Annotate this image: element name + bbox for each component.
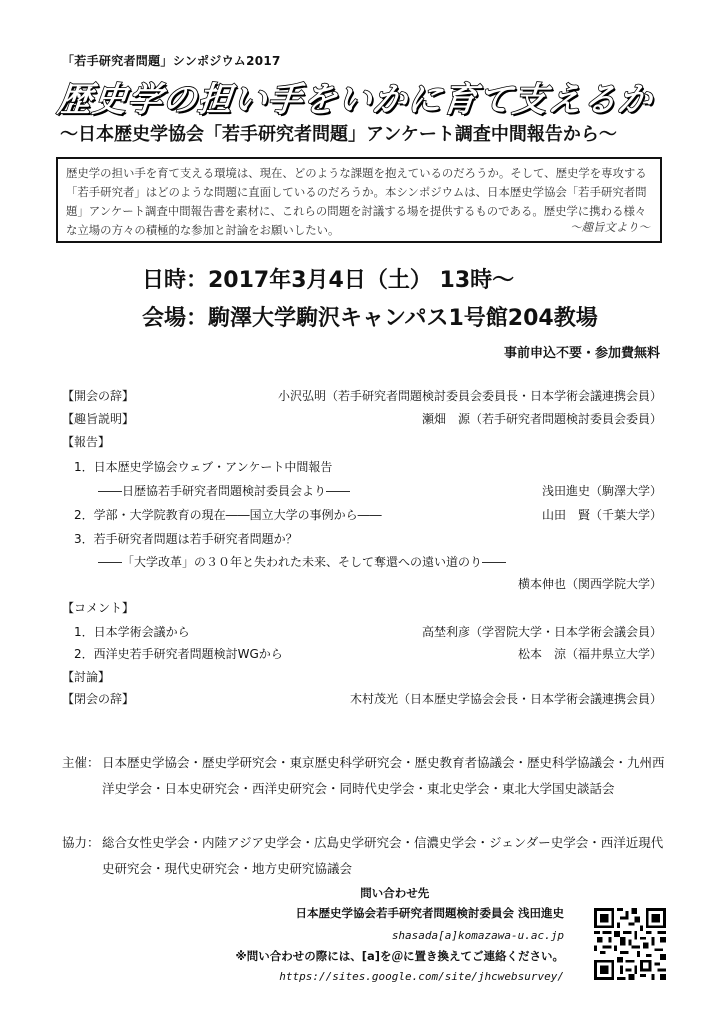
page-subtitle: ～日本歴史学協会「若手研究者問題」アンケート調査中間報告から～ (60, 124, 617, 145)
program-speaker: 高埜利彦（学習院大学・日本学術会議会員） (421, 625, 662, 639)
sponsor-list: 日本歴史学協会・歴史学研究会・東京歴史科学研究会・歴史教育者協議会・歴史科学協議会・九州西洋史学会・日本史研究会・西洋史研究会・同時代史学会・東北史学会・東北大学国史談話会 (102, 755, 665, 796)
program-item: 【コメント】 (62, 601, 135, 615)
series-label: 「若手研究者問題」シンポジウム2017 (62, 54, 281, 68)
coop-label: 協力： (62, 835, 100, 850)
sponsor-label: 主催： (62, 755, 100, 770)
program-item: 【趣旨説明】 (62, 412, 135, 426)
program-row (62, 690, 662, 710)
program-item: ――日歴協若手研究者問題検討委員会より―― (62, 484, 351, 498)
intro-box (56, 157, 662, 243)
program-item: 1．日本歴史学協会ウェブ・アンケート中間報告 (62, 460, 333, 474)
coop-list: 総合女性史学会・内陸アジア史学会・広島史学研究会・信濃史学会・ジェンダー史学会・西洋近現代史研究会・現代史研究会・地方史研究協議会 (102, 835, 664, 876)
program-speaker: 木村茂光（日本歴史学協会会長・日本学術会議連携会員） (349, 692, 662, 706)
intro-text: 歴史学の担い手を育て支える環境は、現在、どのような課題を抱えているのだろうか。そして、歴史学を専攻する「若手研究者」はどのような問題に直面しているのだろうか。本シンポジウムは、日本歴史学協会「若手研究者問題」アンケート調査中間報告書を素材に、これらの問題を討議する場を提供するものである。歴史学に携わる様々な立場の方々の積極的な参加と討論をお願いしたい。 (66, 166, 647, 237)
event-venue: 会場：駒澤大学駒沢キャンパス1号館204教場 (142, 306, 598, 331)
program-row (62, 458, 662, 478)
program-item: 【閉会の辞】 (62, 692, 135, 706)
admission-note: 事前申込不要・参加費無料 (503, 346, 660, 361)
program-speaker: 横本伸也（関西学院大学） (517, 577, 662, 591)
program-row (62, 410, 662, 430)
program-row (62, 506, 662, 526)
program-item: 【開会の辞】 (62, 389, 135, 403)
program-row (62, 599, 662, 619)
program-item: 1．日本学術会議から (62, 625, 190, 639)
contact-org: 日本歴史学協会若手研究者問題検討委員会 浅田進史 (295, 906, 564, 920)
coop-section (62, 830, 668, 882)
program-row (62, 623, 662, 643)
program-row (62, 645, 662, 665)
program-row (62, 530, 662, 550)
program-speaker: 小沢弘明（若手研究者問題検討委員会委員長・日本学術会議連携会員） (277, 389, 662, 403)
program-speaker: 山田 賢（千葉大学） (541, 508, 662, 522)
contact-url[interactable]: https://sites.google.com/site/jhcwebsurvey/ (279, 970, 564, 983)
program-row (62, 668, 662, 688)
program-speaker: 浅田進史（駒澤大学） (541, 484, 662, 498)
program-item: 2．学部・大学院教育の現在――国立大学の事例から―― (62, 508, 382, 522)
qr-code-icon (594, 908, 666, 980)
contact-heading: 問い合わせ先 (360, 886, 430, 900)
program-item: 3．若手研究者問題は若手研究者問題か？ (62, 532, 298, 546)
program-row (62, 553, 662, 573)
program-item: 2．西洋史若手研究者問題検討WGから (62, 647, 283, 661)
page-title: 歴史学の担い手をいかに育て支えるか (55, 80, 655, 120)
program-item: ――「大学改革」の３０年と失われた未来、そして奪還への遠い道のり―― (62, 555, 507, 569)
program-row (62, 482, 662, 502)
program-speaker: 松本 涼（福井県立大学） (517, 647, 662, 661)
contact-note: ※問い合わせの際には、[a]を＠に置き換えてご連絡ください。 (235, 949, 564, 963)
intro-source: ～趣旨文より～ (570, 220, 650, 234)
program-speaker: 瀬畑 源（若手研究者問題検討委員会委員） (421, 412, 662, 426)
program-item: 【報告】 (62, 435, 111, 449)
program-row (62, 433, 662, 453)
sponsor-section (62, 750, 668, 802)
contact-section (236, 885, 564, 983)
contact-email[interactable]: shasada[a]komazawa-u.ac.jp (391, 929, 564, 942)
program-row (62, 575, 662, 595)
event-datetime: 日時：2017年3月4日（土） 13時～ (142, 268, 515, 293)
program-item: 【討論】 (62, 670, 111, 684)
program-row (62, 387, 662, 407)
